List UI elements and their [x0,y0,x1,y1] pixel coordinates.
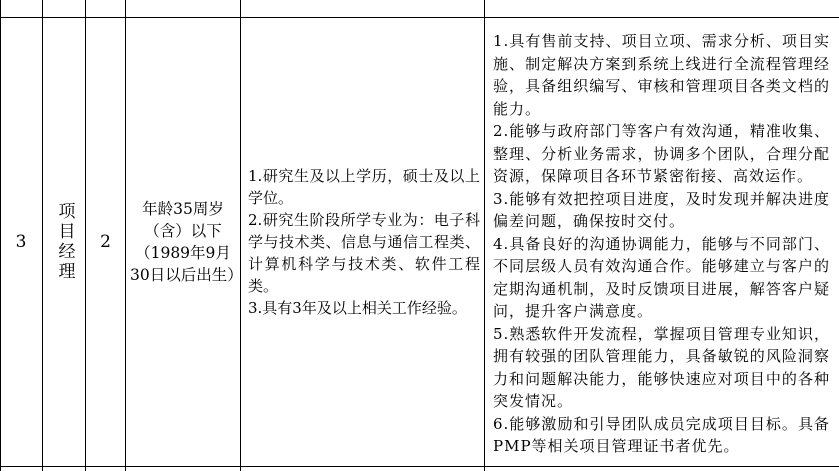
qualification-item: 2.研究生阶段所学专业为：电子科学与技术类、信息与通信工程类、计算机科学与技术类、软件工程类。 [248,211,480,295]
headcount: 2 [100,232,111,252]
qualification-item: 3.具有3年及以上相关工作经验。 [248,299,467,317]
duty-item: 4.具备良好的沟通协调能力，能够与不同部门、不同层级人员有效沟通合作。能够建立与客户的定期沟通机制，及时反馈项目进展，解答客户疑问，提升客户满意度。 [493,234,830,320]
row-number: 3 [15,232,27,252]
duty-item: 3.能够有效把控项目进度，及时发现并解决进度偏差问题，确保按时交付。 [493,189,830,230]
position-cell [43,18,85,466]
duty-item: 6.能够激励和引导团队成员完成项目目标。具备PMP等相关项目管理证书者优先。 [493,414,830,455]
qualification-item: 1.研究生及以上学历，硕士及以上学位。 [248,167,480,207]
qualification-cell [241,18,484,466]
qualification-list [248,165,480,319]
duty-list [493,30,830,458]
row-number-cell [0,18,42,466]
age-requirement-cell [126,18,243,466]
duty-item: 1.具有售前支持、项目立项、需求分析、项目实施、制定解决方案到系统上线进行全流程管理经验，具备组织编写、审核和管理项目各类文档的能力。 [493,32,830,118]
age-requirement: 年龄35周岁（含）以下（1989年9月30日以后出生） [130,200,243,284]
position-title: 项目经理 [54,202,75,282]
duty-item: 2.能够与政府部门等客户有效沟通，精准收集、整理、分析业务需求，协调多个团队，合理分配资源，保障项目各环节紧密衔接、高效运作。 [493,122,830,185]
headcount-cell [86,18,125,466]
duty-item: 5.熟悉软件开发流程，掌握项目管理专业知识，拥有较强的团队管理能力，具备敏锐的风险洞察力和问题解决能力，能够快速应对项目中的各种突发情况。 [493,324,830,410]
duty-cell [485,18,839,466]
